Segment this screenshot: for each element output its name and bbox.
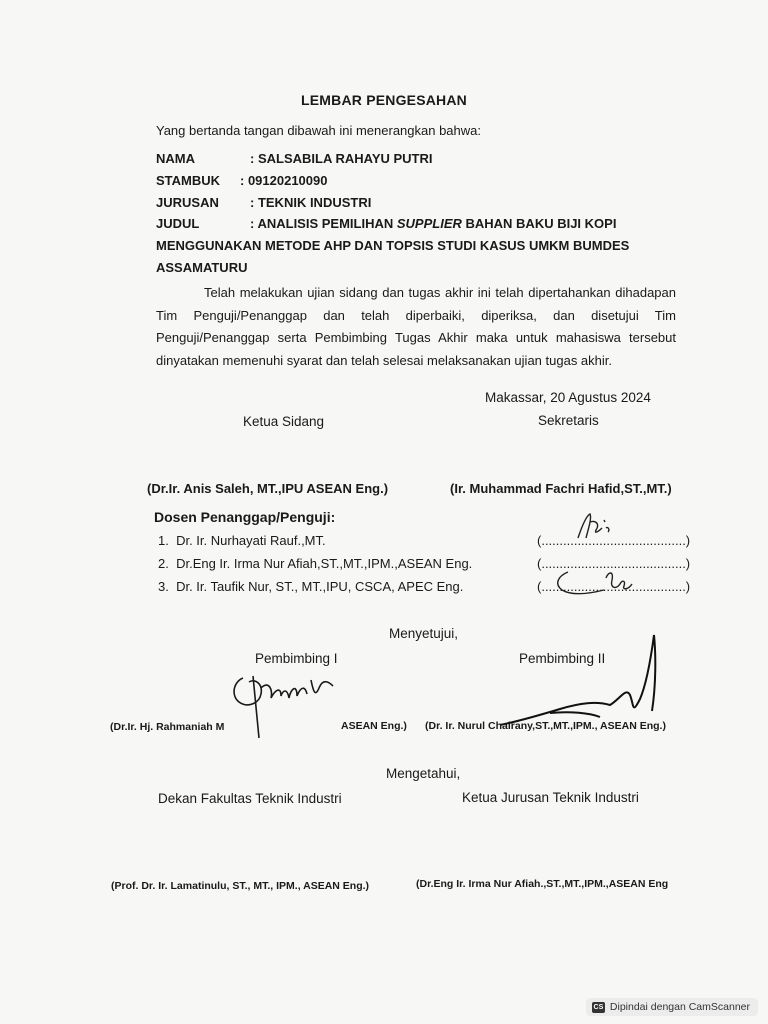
field-nama: [156, 151, 433, 166]
mengetahui-label: Mengetahui,: [386, 766, 461, 781]
examiner-sign-line: (........................................): [537, 579, 691, 594]
dekan-name: (Prof. Dr. Ir. Lamatinulu, ST., MT., IPM., ASEAN Eng.): [111, 880, 370, 892]
field-value: : 09120210090: [240, 173, 328, 188]
signature-examiner-1: [560, 508, 620, 548]
field-value: : SALSABILA RAHAYU PUTRI: [250, 151, 433, 166]
pembimbing-2-name: (Dr. Ir. Nurul Chairany,ST.,MT.,IPM., ASEAN Eng.): [425, 720, 666, 732]
camscanner-icon: CS: [593, 1003, 604, 1011]
field-value-suffix: BAHAN BAKU BIJI KOPI: [461, 216, 617, 231]
field-value: : TEKNIK INDUSTRI: [250, 195, 372, 210]
examiner-item: [158, 533, 326, 548]
ketua-sidang-name: (Dr.Ir. Anis Saleh, MT.,IPU ASEAN Eng.): [147, 481, 389, 496]
field-label: STAMBUK: [156, 173, 221, 188]
judul-line-3: ASSAMATURU: [156, 260, 248, 275]
dekan-role: Dekan Fakultas Teknik Industri: [158, 791, 342, 806]
camscanner-label: Dipindai dengan CamScanner: [609, 1001, 750, 1013]
pembimbing-1-name-right: ASEAN Eng.): [341, 720, 407, 732]
place-date: Makassar, 20 Agustus 2024: [485, 390, 651, 405]
examiner-num: 3.: [158, 579, 169, 594]
ketua-jurusan-name: (Dr.Eng Ir. Irma Nur Afiah.,ST.,MT.,IPM.,ASEAN Eng: [416, 878, 669, 890]
examiner-name: Dr. Ir. Taufik Nur, ST., MT.,IPU, CSCA, APEC Eng.: [176, 579, 464, 594]
examiner-name: Dr. Ir. Nurhayati Rauf.,MT.: [176, 533, 326, 548]
page-title: LEMBAR PENGESAHAN: [301, 92, 467, 108]
field-label: JURUSAN: [156, 195, 219, 210]
signature-pembimbing-2: [480, 625, 680, 735]
field-jurusan: [156, 195, 371, 210]
signature-pembimbing-1: [225, 668, 345, 743]
examiner-num: 2.: [158, 556, 169, 571]
examiners-heading: Dosen Penanggap/Penguji:: [154, 509, 336, 525]
menyetujui-label: Menyetujui,: [389, 626, 459, 641]
intro-text: Yang bertanda tangan dibawah ini menerangkan bahwa:: [156, 123, 481, 138]
pembimbing-1-name-left: (Dr.Ir. Hj. Rahmaniah M: [110, 721, 225, 733]
examiner-num: 1.: [158, 533, 169, 548]
examiner-name: Dr.Eng Ir. Irma Nur Afiah,ST.,MT.,IPM.,ASEAN Eng.: [176, 556, 473, 571]
field-value-italic: SUPPLIER: [396, 216, 462, 231]
ketua-jurusan-role: Ketua Jurusan Teknik Industri: [462, 790, 639, 805]
examiner-sign-line: (........................................): [537, 556, 691, 571]
field-label: JUDUL: [156, 216, 200, 231]
sekretaris-name: (Ir. Muhammad Fachri Hafid,ST.,MT.): [450, 481, 672, 496]
field-stambuk: [156, 173, 327, 188]
field-label: NAMA: [156, 151, 195, 166]
field-judul: [156, 216, 616, 231]
camscanner-watermark: [586, 998, 758, 1016]
signature-examiner-3: [548, 562, 658, 602]
statement-paragraph: Telah melakukan ujian sidang dan tugas akhir ini telah dipertahankan dihadapan Tim Penguji/Penanggap dan telah diperbaiki, diperiksa, dan disetujui Tim Penguji/Penanggap serta Pembimbing Tugas Akhir maka untuk mahasiswa tersebut dinyatakan memenuhi syarat dan telah selesai melaksanakan ujian tugas akhir.: [156, 285, 676, 368]
pembimbing-1-role: Pembimbing I: [255, 651, 338, 666]
sekretaris-role: Sekretaris: [538, 413, 599, 428]
pembimbing-2-role: Pembimbing II: [519, 651, 606, 666]
ketua-sidang-role: Ketua Sidang: [243, 414, 325, 429]
examiner-item: [158, 556, 472, 571]
field-value: : ANALISIS PEMILIHAN: [250, 216, 397, 231]
judul-line-2: MENGGUNAKAN METODE AHP DAN TOPSIS STUDI KASUS UMKM BUMDES: [156, 238, 630, 253]
examiner-sign-line: (........................................): [537, 533, 691, 548]
examiner-item: [158, 579, 463, 594]
